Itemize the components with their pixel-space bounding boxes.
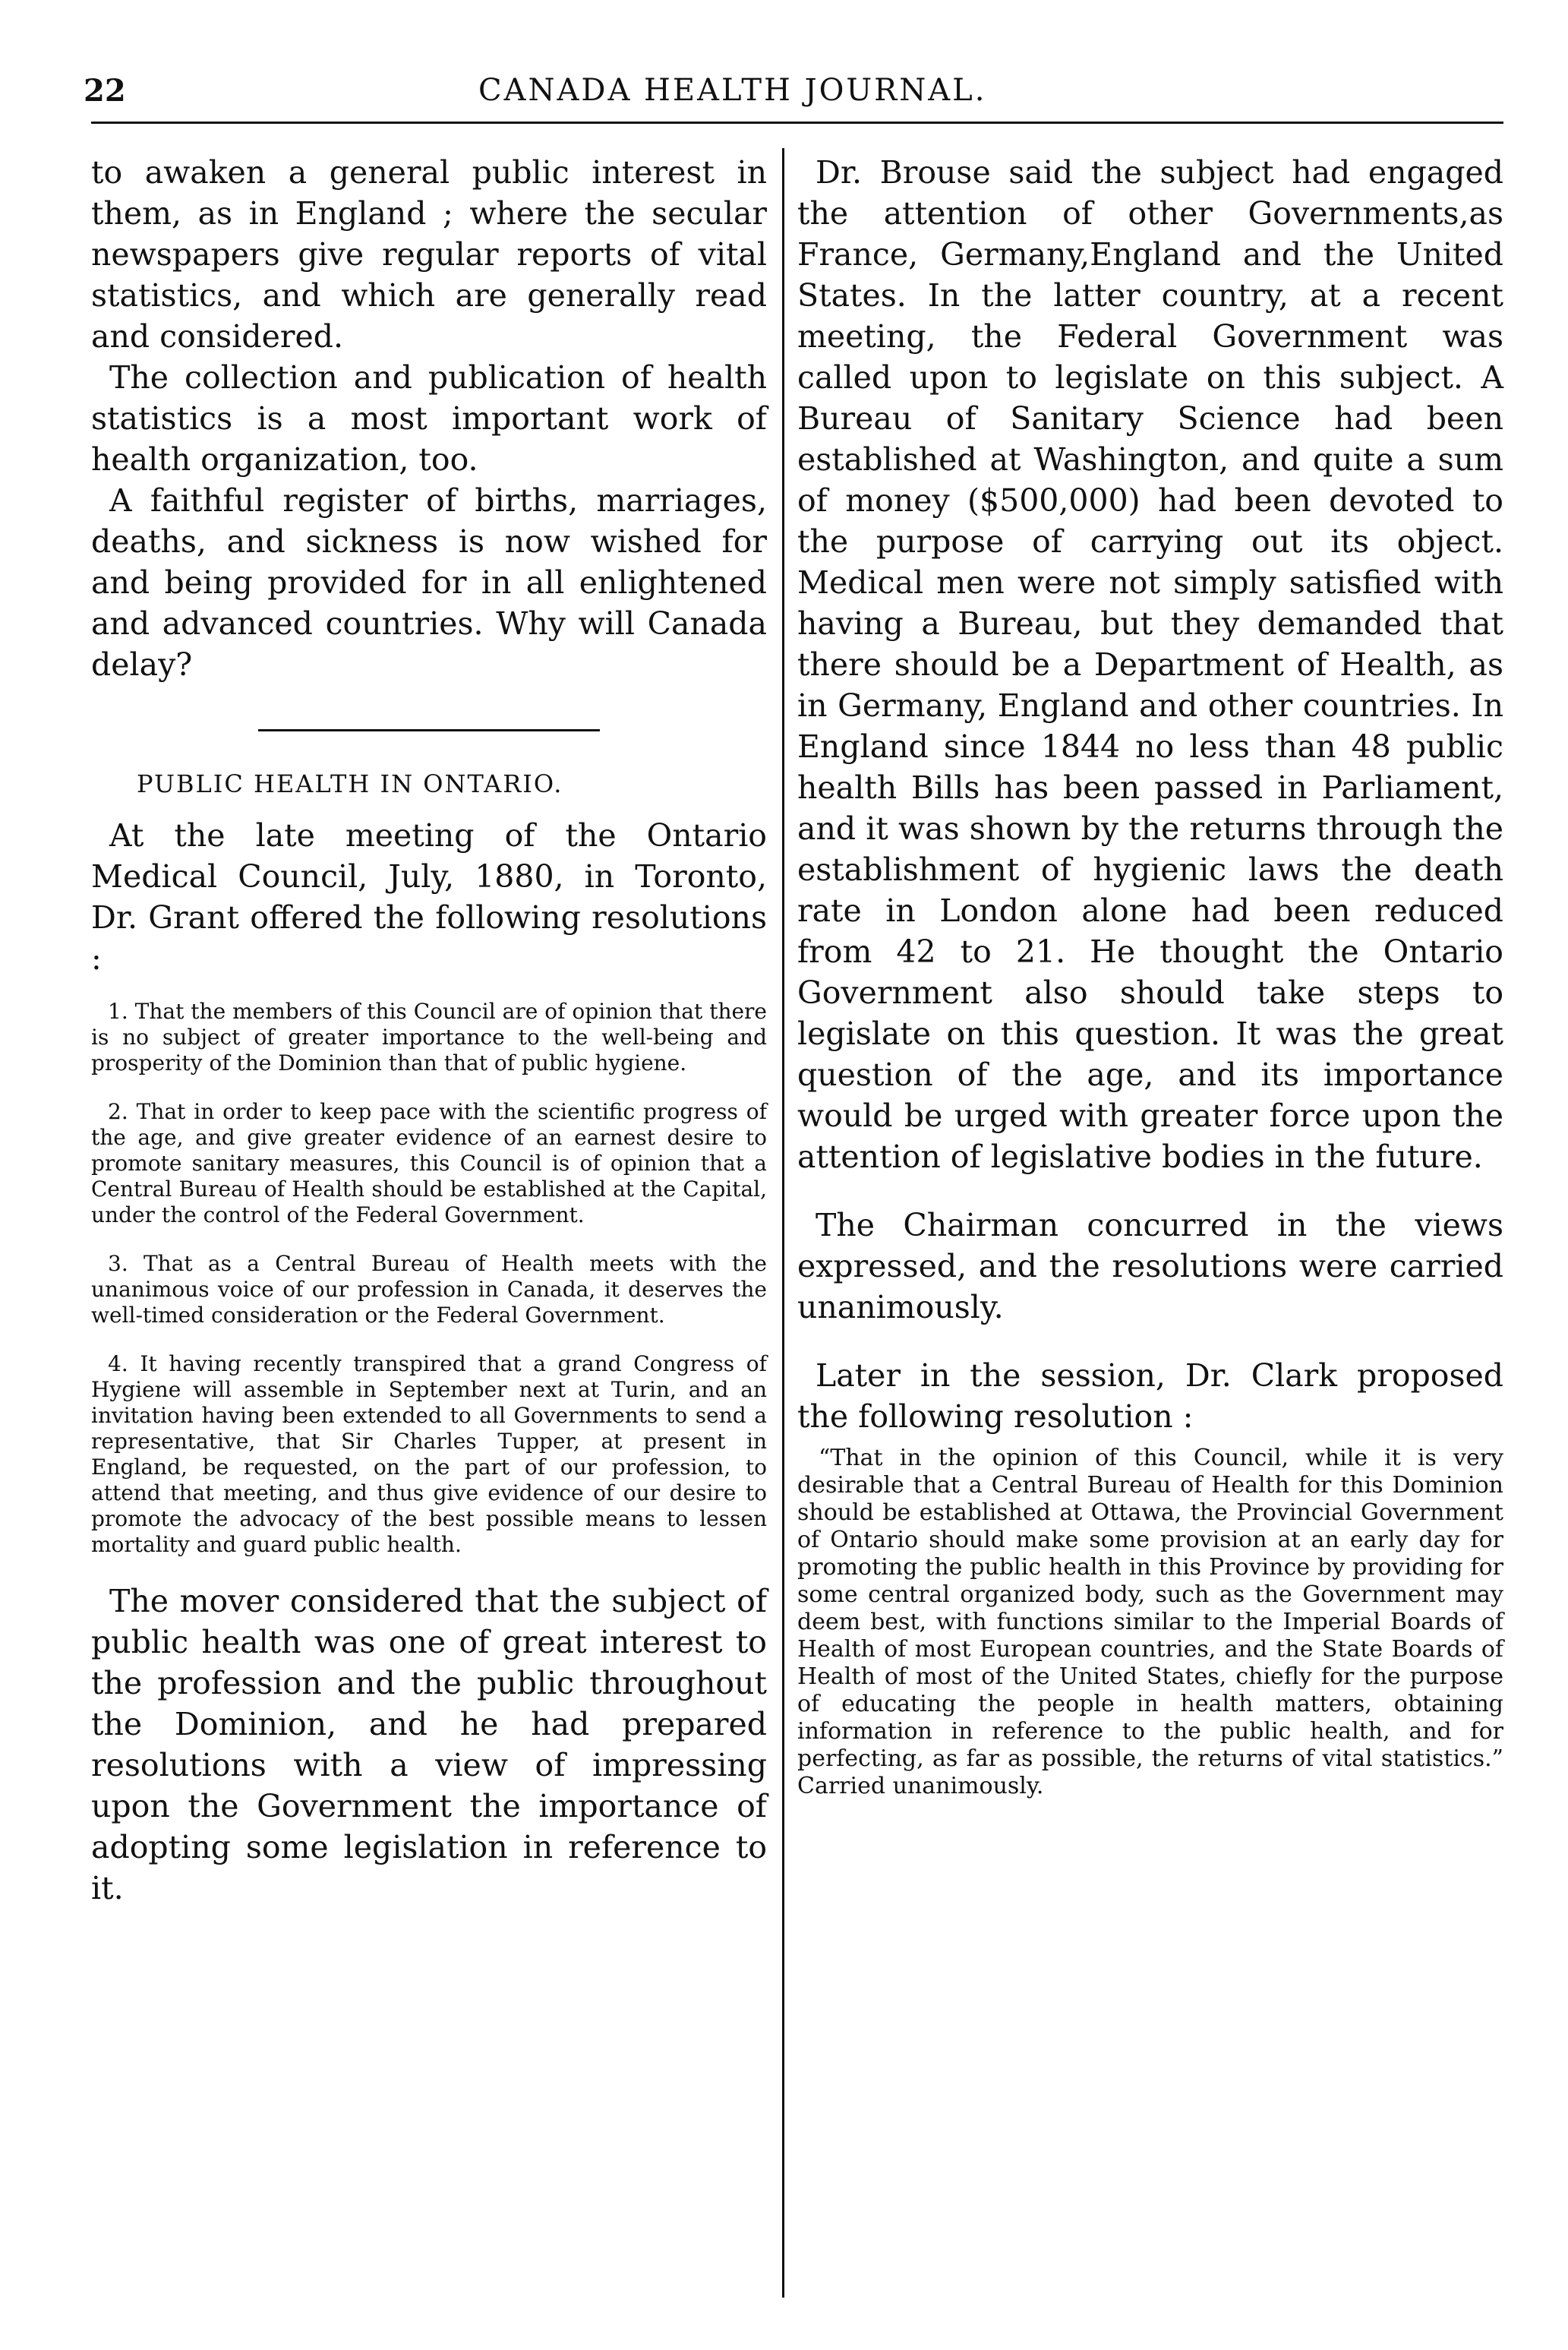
resolution-item: 3. That as a Central Bureau of Health meets with the unanimous voice of our profession in Canada, it deserves the well-timed consideration or the Federal Government. [91,1251,767,1328]
paragraph: to awaken a general public interest in them, as in England ; where the secular newspapers give regular reports of vital statistics, and which are generally read and considered. [91,154,767,355]
paragraph: A faithful register of births, marriages, deaths, and sickness is now wished for and being provided for in all enlightened and advanced countries. Why will Canada delay? [91,482,767,683]
paragraph: Dr. Brouse said the subject had engaged the attention of other Governments,as France, Germany,England and the United States. In the latter country, at a recent meeting, the Federal Government was called upon to legislate on this subject. A Bureau of Sanitary Science had been established at Washington, and quite a sum of money ($500,000) had been devoted to the purpose of carrying out its object. Medical men were not simply satisfied with having a Bureau, but they demanded that there should be a Department of Health, as in Germany, England and other countries. In England since 1844 no less than 48 public health Bills has been passed in Parliament, and it was shown by the returns through the establishment of hygienic laws the death rate in London alone had been reduced from 42 to 21. He thought the Ontario Government also should take steps to legislate on this question. It was the great question of the age, and its importance would be urged with greater force upon the attention of legislative bodies in the future. [797,154,1503,1175]
page-number: 22 [84,73,126,109]
header-rule [91,122,1503,124]
paragraph: The collection and publication of health statistics is a most important work of health organization, too. [91,359,767,478]
left-column [91,152,767,1909]
paragraph: At the late meeting of the Ontario Medical Council, July, 1880, in Toronto, Dr. Grant offered the following resolutions : [91,817,767,977]
column-divider [782,148,784,2298]
section-rule [258,729,600,731]
paragraph: Later in the session, Dr. Clark proposed the following resolution : [797,1357,1503,1435]
paragraph: The mover considered that the subject of public health was one of great interest to the profession and the public throughout the Dominion, and he had prepared resolutions with a view of impressing upon the Government the importance of adopting some legislation in reference to it. [91,1583,767,1906]
journal-title: CANADA HEALTH JOURNAL. [478,73,987,108]
section-heading: PUBLIC HEALTH IN ONTARIO. [137,769,563,798]
page-header [84,73,1511,118]
resolution-item: 2. That in order to keep pace with the scientific progress of the age, and give greater evidence of an earnest desire to promote sanitary measures, this Council is of opinion that a Central Bureau of Health should be established at the Capital, under the control of the Federal Government. [91,1099,767,1227]
resolution-item: 1. That the members of this Council are of opinion that there is no subject of greater importance to the well-being and prosperity of the Dominion than that of public hygiene. [91,999,767,1076]
paragraph: The Chairman concurred in the views expressed, and the resolutions were carried unanimously. [797,1207,1503,1325]
right-column [797,152,1503,1800]
quoted-resolution: “That in the opinion of this Council, while it is very desirable that a Central Bureau of Health for this Dominion should be established at Ottawa, the Provincial Government of Ontario should make some provision at an early day for promoting the public health in this Province by providing for some central organized body, such as the Government may deem best, with functions similar to the Imperial Boards of Health of most European countries, and the State Boards of Health of most of the United States, chiefly for the purpose of educating the people in health matters, obtaining information in reference to the public health, and for perfecting, as far as possible, the returns of vital statistics.” Carried unanimously. [797,1445,1503,1799]
resolution-item: 4. It having recently transpired that a grand Congress of Hygiene will assemble in September next at Turin, and an invitation having been extended to all Governments to send a representative, that Sir Charles Tupper, at present in England, be requested, on the part of our profession, to attend that meeting, and thus give evidence of our desire to promote the advocacy of the best possible means to lessen mortality and guard public health. [91,1351,767,1557]
